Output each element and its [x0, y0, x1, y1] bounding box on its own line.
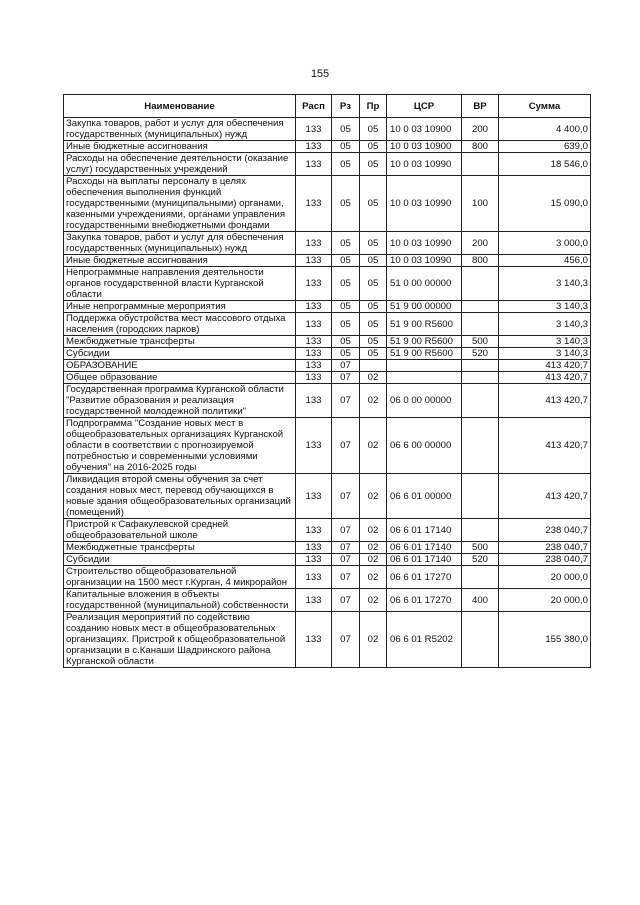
- cell-sum: 413 420,7: [499, 474, 591, 519]
- cell-rz: 07: [332, 566, 360, 589]
- table-row: [64, 301, 591, 313]
- cell-sum: 3 140,3: [499, 313, 591, 336]
- cell-rasp: 133: [296, 176, 332, 232]
- cell-rz: 05: [332, 153, 360, 176]
- cell-csr: 51 0 00 00000: [387, 267, 462, 301]
- cell-rz: 07: [332, 372, 360, 384]
- cell-csr: [387, 360, 462, 372]
- cell-name: Государственная программа Курганской области "Развитие образования и реализация государственной молодежной политики": [64, 384, 296, 418]
- cell-rasp: 133: [296, 372, 332, 384]
- cell-vr: [462, 313, 499, 336]
- cell-vr: [462, 360, 499, 372]
- cell-pr: 05: [360, 313, 387, 336]
- cell-rasp: 133: [296, 554, 332, 566]
- cell-name: Межбюджетные трансферты: [64, 336, 296, 348]
- cell-name: Субсидии: [64, 348, 296, 360]
- cell-sum: 3 000,0: [499, 232, 591, 255]
- cell-rasp: 133: [296, 232, 332, 255]
- cell-csr: 06 6 01 00000: [387, 474, 462, 519]
- cell-pr: 02: [360, 384, 387, 418]
- cell-sum: 4 400,0: [499, 118, 591, 141]
- cell-rasp: 133: [296, 141, 332, 153]
- cell-name: Закупка товаров, работ и услуг для обеспечения государственных (муниципальных) нужд: [64, 232, 296, 255]
- cell-sum: 639,0: [499, 141, 591, 153]
- cell-vr: 800: [462, 255, 499, 267]
- cell-vr: 500: [462, 542, 499, 554]
- cell-rasp: 133: [296, 566, 332, 589]
- cell-rz: 07: [332, 474, 360, 519]
- cell-sum: 3 140,3: [499, 301, 591, 313]
- cell-csr: 06 6 01 17140: [387, 542, 462, 554]
- table-row: [64, 384, 591, 418]
- header-pr: Пр: [360, 95, 387, 118]
- table-row: [64, 336, 591, 348]
- cell-rz: 05: [332, 267, 360, 301]
- cell-vr: 500: [462, 336, 499, 348]
- cell-rasp: 133: [296, 519, 332, 542]
- cell-sum: 3 140,3: [499, 348, 591, 360]
- cell-pr: 05: [360, 301, 387, 313]
- cell-sum: 413 420,7: [499, 372, 591, 384]
- cell-vr: 520: [462, 348, 499, 360]
- cell-pr: 05: [360, 232, 387, 255]
- cell-rasp: 133: [296, 348, 332, 360]
- table-row: [64, 612, 591, 668]
- cell-pr: 05: [360, 176, 387, 232]
- cell-name: Поддержка обустройства мест массового отдыха населения (городских парков): [64, 313, 296, 336]
- cell-rz: 05: [332, 348, 360, 360]
- cell-name: Капитальные вложения в объекты государственной (муниципальной) собственности: [64, 589, 296, 612]
- cell-rasp: 133: [296, 301, 332, 313]
- page-number: 155: [310, 68, 330, 80]
- cell-rz: 07: [332, 418, 360, 474]
- cell-sum: 456,0: [499, 255, 591, 267]
- table-row: [64, 418, 591, 474]
- cell-pr: 02: [360, 589, 387, 612]
- cell-name: Строительство общеобразовательной организации на 1500 мест г.Курган, 4 микрорайон: [64, 566, 296, 589]
- cell-pr: 02: [360, 418, 387, 474]
- cell-pr: 02: [360, 519, 387, 542]
- cell-sum: 20 000,0: [499, 589, 591, 612]
- cell-csr: 10 0 03 10900: [387, 141, 462, 153]
- cell-vr: [462, 267, 499, 301]
- cell-name: Иные бюджетные ассигнования: [64, 141, 296, 153]
- table-row: [64, 360, 591, 372]
- cell-vr: 100: [462, 176, 499, 232]
- cell-vr: [462, 519, 499, 542]
- cell-name: Иные бюджетные ассигнования: [64, 255, 296, 267]
- table-row: [64, 519, 591, 542]
- cell-csr: 06 0 00 00000: [387, 384, 462, 418]
- table-row: [64, 554, 591, 566]
- table-row: [64, 542, 591, 554]
- cell-csr: 51 9 00 00000: [387, 301, 462, 313]
- cell-rasp: 133: [296, 612, 332, 668]
- cell-vr: 520: [462, 554, 499, 566]
- cell-sum: 413 420,7: [499, 384, 591, 418]
- table-row: [64, 589, 591, 612]
- cell-rasp: 133: [296, 267, 332, 301]
- cell-sum: 238 040,7: [499, 519, 591, 542]
- cell-rz: 07: [332, 384, 360, 418]
- cell-rz: 05: [332, 301, 360, 313]
- table-header-row: [64, 95, 591, 118]
- table-row: [64, 176, 591, 232]
- cell-vr: 200: [462, 232, 499, 255]
- cell-rz: 07: [332, 360, 360, 372]
- cell-name: Закупка товаров, работ и услуг для обеспечения государственных (муниципальных) нужд: [64, 118, 296, 141]
- cell-vr: [462, 372, 499, 384]
- header-name: Наименование: [64, 95, 296, 118]
- cell-pr: 02: [360, 554, 387, 566]
- cell-csr: 10 0 03 10990: [387, 255, 462, 267]
- cell-csr: 51 9 00 R5600: [387, 348, 462, 360]
- cell-rz: 05: [332, 118, 360, 141]
- table-row: [64, 372, 591, 384]
- cell-rasp: 133: [296, 313, 332, 336]
- cell-rasp: 133: [296, 542, 332, 554]
- cell-sum: 413 420,7: [499, 360, 591, 372]
- cell-sum: 155 380,0: [499, 612, 591, 668]
- cell-pr: 05: [360, 153, 387, 176]
- cell-csr: 10 0 03 10990: [387, 153, 462, 176]
- cell-name: Ликвидация второй смены обучения за счет создания новых мест, перевод обучающихся в новые здания общеобразовательных организаций (помещений): [64, 474, 296, 519]
- cell-rz: 07: [332, 519, 360, 542]
- cell-pr: 02: [360, 566, 387, 589]
- cell-vr: [462, 153, 499, 176]
- cell-csr: [387, 372, 462, 384]
- cell-rasp: 133: [296, 255, 332, 267]
- cell-sum: 413 420,7: [499, 418, 591, 474]
- cell-vr: [462, 474, 499, 519]
- cell-rz: 05: [332, 255, 360, 267]
- cell-vr: 400: [462, 589, 499, 612]
- cell-rasp: 133: [296, 118, 332, 141]
- cell-csr: 10 0 03 10900: [387, 118, 462, 141]
- cell-csr: 10 0 03 10990: [387, 176, 462, 232]
- cell-pr: 02: [360, 474, 387, 519]
- header-vr: ВР: [462, 95, 499, 118]
- cell-name: Общее образование: [64, 372, 296, 384]
- cell-csr: 51 9 00 R5600: [387, 313, 462, 336]
- cell-csr: 06 6 01 17140: [387, 554, 462, 566]
- cell-vr: [462, 566, 499, 589]
- cell-vr: [462, 384, 499, 418]
- cell-sum: 3 140,3: [499, 336, 591, 348]
- table-row: [64, 255, 591, 267]
- cell-pr: 05: [360, 255, 387, 267]
- table-row: [64, 313, 591, 336]
- table-row: [64, 153, 591, 176]
- cell-pr: [360, 360, 387, 372]
- cell-sum: 3 140,3: [499, 267, 591, 301]
- cell-pr: 02: [360, 372, 387, 384]
- cell-name: ОБРАЗОВАНИЕ: [64, 360, 296, 372]
- cell-pr: 02: [360, 542, 387, 554]
- cell-name: Непрограммные направления деятельности органов государственной власти Курганской области: [64, 267, 296, 301]
- cell-vr: 200: [462, 118, 499, 141]
- header-rasp: Расп: [296, 95, 332, 118]
- table-row: [64, 267, 591, 301]
- cell-name: Расходы на обеспечение деятельности (оказание услуг) государственных учреждений: [64, 153, 296, 176]
- cell-vr: [462, 301, 499, 313]
- cell-csr: 06 6 00 00000: [387, 418, 462, 474]
- cell-sum: 18 546,0: [499, 153, 591, 176]
- table-row: [64, 232, 591, 255]
- table-row: [64, 118, 591, 141]
- table-body: [64, 118, 591, 668]
- budget-table: [63, 94, 591, 668]
- table-row: [64, 474, 591, 519]
- cell-rasp: 133: [296, 418, 332, 474]
- cell-csr: 06 6 01 R5202: [387, 612, 462, 668]
- table-row: [64, 141, 591, 153]
- cell-pr: 05: [360, 348, 387, 360]
- cell-sum: 15 090,0: [499, 176, 591, 232]
- cell-csr: 06 6 01 17140: [387, 519, 462, 542]
- cell-name: Пристрой к Сафакулевской средней общеобразовательной школе: [64, 519, 296, 542]
- header-sum: Сумма: [499, 95, 591, 118]
- cell-sum: 20 000,0: [499, 566, 591, 589]
- cell-name: Реализация мероприятий по содействию созданию новых мест в общеобразовательных организациях. Пристрой к общеобразовательной организации в с.Канаши Шадринского района Курганской области: [64, 612, 296, 668]
- cell-rasp: 133: [296, 384, 332, 418]
- cell-rz: 05: [332, 176, 360, 232]
- cell-sum: 238 040,7: [499, 542, 591, 554]
- cell-rz: 05: [332, 232, 360, 255]
- cell-csr: 06 6 01 17270: [387, 566, 462, 589]
- cell-rz: 07: [332, 554, 360, 566]
- cell-rz: 05: [332, 336, 360, 348]
- cell-vr: 800: [462, 141, 499, 153]
- cell-rz: 07: [332, 542, 360, 554]
- cell-vr: [462, 612, 499, 668]
- cell-rasp: 133: [296, 589, 332, 612]
- cell-name: Субсидии: [64, 554, 296, 566]
- cell-csr: 06 6 01 17270: [387, 589, 462, 612]
- cell-pr: 05: [360, 141, 387, 153]
- cell-rasp: 133: [296, 360, 332, 372]
- table-row: [64, 348, 591, 360]
- cell-name: Подпрограмма "Создание новых мест в общеобразовательных организациях Курганской области в соответствии с прогнозируемой потребностью и современными условиями обучения" на 2016-2025 годы: [64, 418, 296, 474]
- cell-rasp: 133: [296, 153, 332, 176]
- cell-rz: 07: [332, 589, 360, 612]
- cell-pr: 05: [360, 118, 387, 141]
- cell-rz: 05: [332, 313, 360, 336]
- cell-name: Расходы на выплаты персоналу в целях обеспечения выполнения функций государственными (муниципальными) органами, казенными учреждениями, органами управления государственными внебюджетными фондами: [64, 176, 296, 232]
- cell-rasp: 133: [296, 474, 332, 519]
- cell-csr: 10 0 03 10990: [387, 232, 462, 255]
- cell-pr: 05: [360, 267, 387, 301]
- cell-name: Иные непрограммные мероприятия: [64, 301, 296, 313]
- cell-rz: 05: [332, 141, 360, 153]
- cell-pr: 05: [360, 336, 387, 348]
- header-rz: Рз: [332, 95, 360, 118]
- table-row: [64, 566, 591, 589]
- cell-sum: 238 040,7: [499, 554, 591, 566]
- cell-csr: 51 9 00 R5600: [387, 336, 462, 348]
- cell-rasp: 133: [296, 336, 332, 348]
- cell-rz: 07: [332, 612, 360, 668]
- cell-vr: [462, 418, 499, 474]
- cell-pr: 02: [360, 612, 387, 668]
- cell-name: Межбюджетные трансферты: [64, 542, 296, 554]
- header-csr: ЦСР: [387, 95, 462, 118]
